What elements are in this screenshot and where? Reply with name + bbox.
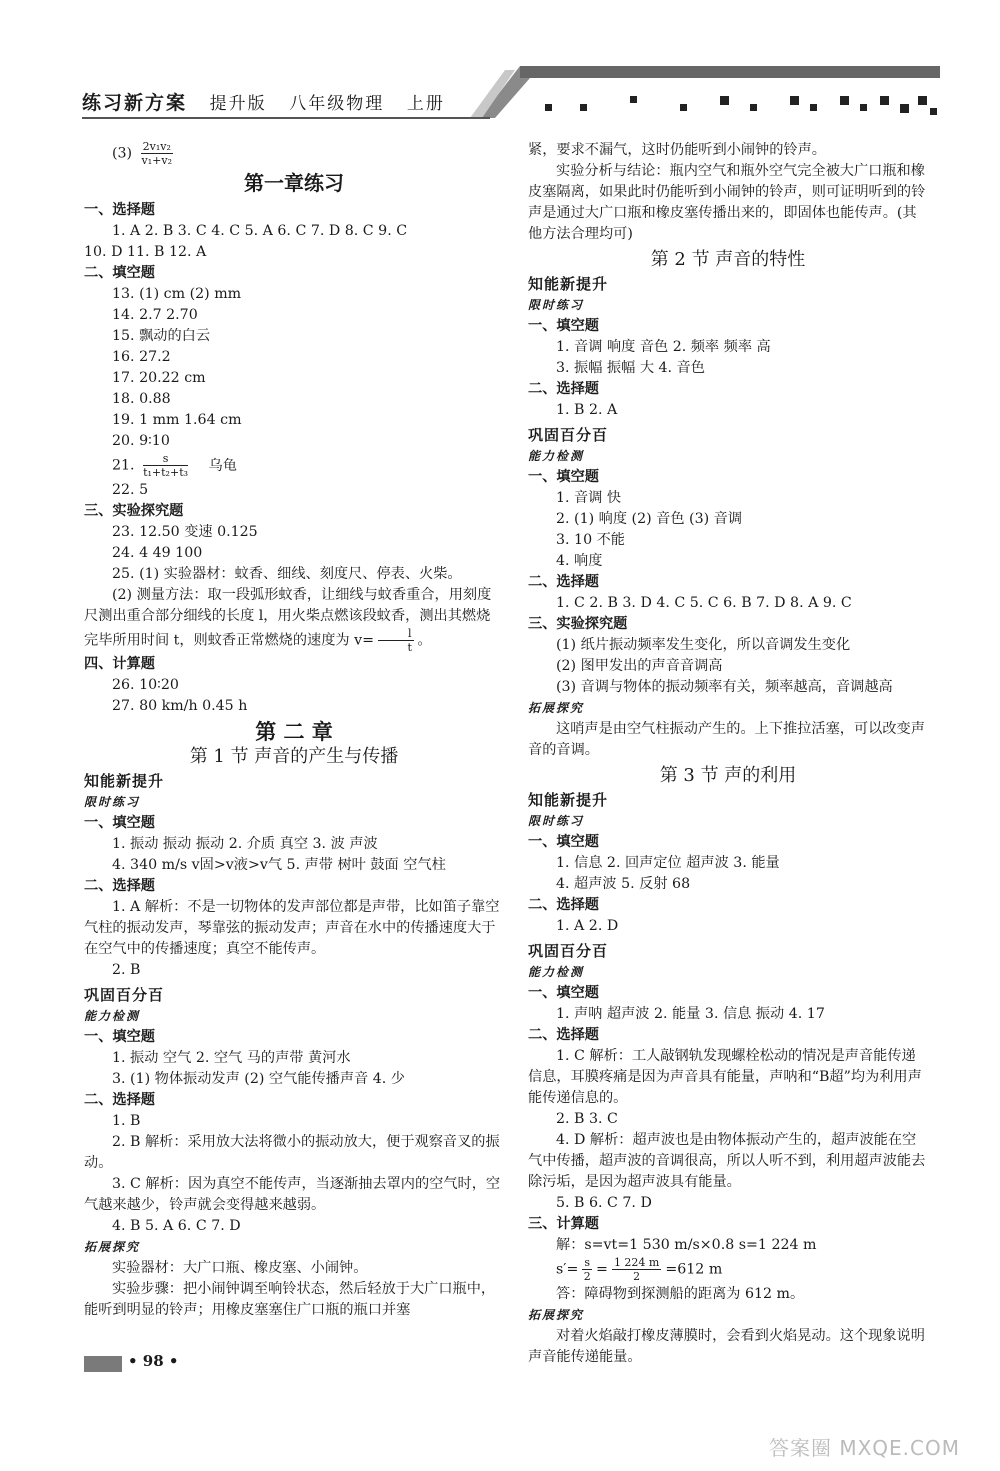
answer-line: 答：障碍物到探测船的距离为 612 m。 (556, 1286, 805, 1302)
answer-line: 1. 声呐 超声波 2. 能量 3. 信息 振动 4. 17 (556, 1006, 825, 1022)
section-heading: 二、填空题 (84, 265, 155, 281)
answer-line: 4. B 5. A 6. C 7. D (112, 1218, 241, 1234)
answer-line: (2) 图甲发出的声音音调高 (556, 658, 723, 674)
section-heading: 三、实验探究题 (528, 616, 628, 632)
answer-line: 13. (1) cm (2) mm (112, 286, 242, 302)
answer-line: 1. 音调 响度 音色 2. 频率 频率 高 (556, 339, 771, 355)
section-heading: 一、选择题 (84, 202, 155, 218)
denominator: 2 (583, 1270, 591, 1283)
answer-paragraph: 实验分析与结论：瓶内空气和瓶外空气完全被大广口瓶和橡皮塞隔离，如果此时仍能听到小闹钟的铃声，则可证明听到的铃声是通过大广口瓶和橡皮塞传播出来的，即固体也能传声。(其他方法合理均可) (528, 163, 926, 242)
edition: 提升版 (209, 94, 267, 114)
answer-paragraph: 实验器材：大广口瓶、橡皮塞、小闹钟。 (112, 1260, 368, 1276)
denominator: 2 (633, 1270, 641, 1283)
watermark: 答案圈 MXQE.COM (768, 1436, 960, 1460)
section1-title: 第 1 节 声音的产生与传播 (189, 746, 399, 767)
chapter1-title: 第一章练习 (244, 171, 344, 195)
answer-line: 2. B 3. C (556, 1111, 618, 1127)
numerator: 1 224 m (613, 1256, 660, 1269)
section-heading: 四、计算题 (84, 656, 155, 672)
tag-heading: 知能新提升 (528, 275, 609, 293)
fraction (582, 1256, 592, 1283)
denominator: t₁+t₂+t₃ (143, 466, 189, 479)
answer-line: 1. 信息 2. 回声定位 超声波 3. 能量 (556, 855, 780, 871)
answer-line: 14. 2.7 2.70 (112, 307, 198, 323)
answer-line: 3. 10 不能 (556, 532, 625, 548)
subtag-heading: 拓展探究 (84, 1240, 141, 1254)
section-heading: 二、选择题 (528, 381, 599, 397)
tag-heading: 巩固百分百 (528, 942, 609, 960)
answer-paragraph: 实验步骤：把小闹钟调至响铃状态，然后轻放于大广口瓶中，能听到明显的铃声；用橡皮塞塞住广口瓶的瓶口并塞 (84, 1281, 496, 1318)
answer-text: 21. (112, 457, 135, 474)
numerator: l (378, 627, 414, 641)
answer-paragraph: 紧，要求不漏气，这时仍能听到小闹钟的铃声。 (528, 142, 826, 158)
fraction (378, 627, 414, 654)
answer-paragraph: 3. C 解析：因为真空不能传声，当逐渐抽去罩内的空气时，空气越来越少，铃声就会变得越来越弱。 (84, 1176, 501, 1213)
answer-line: 解：s=vt=1 530 m/s×0.8 s=1 224 m (556, 1237, 817, 1253)
section-heading: 二、选择题 (528, 1027, 599, 1043)
answer-line: 3. (1) 物体振动发声 (2) 空气能传播声音 4. 少 (112, 1071, 405, 1087)
page-number: • 98 • (128, 1352, 179, 1370)
answer-line: 1. B (112, 1113, 141, 1129)
answer-paragraph: 对着火焰敲打橡皮薄膜时，会看到火焰晃动。这个现象说明声音能传递能量。 (528, 1328, 925, 1365)
subtag-heading: 能力检测 (528, 449, 585, 463)
section-heading: 二、选择题 (528, 897, 599, 913)
answer-paragraph: 1. C 解析：工人敲钢轨发现螺栓松动的情况是声音能传递信息，耳膜疼痛是因为声音具有能量，声呐和“B超”均为利用声能传递信息的。 (528, 1048, 922, 1106)
page-header (0, 0, 1000, 130)
answer-line: 5. B 6. C 7. D (556, 1195, 652, 1211)
answer-line: 20. 9∶10 (112, 433, 170, 449)
answer-line: 25. (1) 实验器材：蚊香、细线、刻度尺、停表、火柴。 (112, 566, 462, 582)
answer-line: 26. 10∶20 (112, 677, 179, 693)
answer-line: 18. 0.88 (112, 391, 171, 407)
answer-line: 19. 1 mm 1.64 cm (112, 412, 242, 428)
answer-line: 2. (1) 响度 (2) 音色 (3) 音调 (556, 511, 743, 527)
section-heading: 二、选择题 (528, 574, 599, 590)
answer-line: 24. 4 49 100 (112, 545, 203, 561)
answer-line (84, 452, 504, 480)
answer-line: 2. B (112, 962, 141, 978)
fraction (612, 1256, 661, 1283)
numerator: 2v₁v₂ (142, 140, 171, 153)
section2-title: 第 2 节 声音的特性 (650, 249, 806, 270)
answer-text: =612 m (665, 1261, 723, 1278)
section-heading: 一、填空题 (528, 985, 599, 1001)
answer-line: 4. 超声波 5. 反射 68 (556, 876, 691, 892)
answer-line: 15. 飘动的白云 (112, 328, 211, 344)
answer-line (84, 140, 504, 167)
answer-text: = (596, 1261, 608, 1278)
section3-title: 第 3 节 声的利用 (659, 765, 797, 786)
answer-line: 1. B 2. A (556, 402, 618, 418)
denominator: v₁+v₂ (141, 154, 172, 167)
left-column (84, 140, 504, 1321)
answer-line: 1. 音调 快 (556, 490, 622, 506)
section-heading: 一、填空题 (528, 318, 599, 334)
section-heading: 一、填空题 (528, 469, 599, 485)
numerator: s (143, 452, 188, 466)
answer-line: 4. 响度 (556, 553, 603, 569)
denominator: t (407, 641, 412, 654)
subtag-heading: 限时练习 (528, 814, 585, 828)
answer-line: 23. 12.50 变速 0.125 (112, 524, 258, 540)
subtag-heading: 限时练习 (84, 795, 141, 809)
section-heading: 二、选择题 (84, 1092, 155, 1108)
fraction (141, 140, 173, 167)
volume: 上册 (406, 94, 445, 114)
answer-paragraph: (2) 测量方法：取一段弧形蚊香，让细线与蚊香重合，用刻度尺测出重合部分细线的长度 l，用火柴点燃该段蚊香，测出其燃烧完毕所用时间 t，则蚊香正常燃烧的速度为 v= $\frac{l}{t}$ 。 (84, 587, 492, 654)
footer-bar (84, 1356, 122, 1372)
answer-line: 10. D 11. B 12. A (84, 244, 207, 260)
answer-paragraph: 4. D 解析：超声波也是由物体振动产生的，超声波能在空气中传播，超声波的音调很高，所以人听不到，利用超声波能去除污垢，是因为超声波具有能量。 (528, 1132, 926, 1190)
numerator: s (584, 1256, 591, 1269)
answer-line: 1. C 2. B 3. D 4. C 5. C 6. B 7. D 8. A 9. C (556, 595, 852, 611)
subtag-heading: 拓展探究 (528, 701, 585, 715)
answer-line: 1. A 2. D (556, 918, 619, 934)
right-column (528, 140, 928, 1368)
tag-heading: 巩固百分百 (528, 426, 609, 444)
subtag-heading: 限时练习 (528, 298, 585, 312)
subtag-heading: 能力检测 (528, 965, 585, 979)
answer-paragraph: 4. 340 m/s v固>v液>v气 5. 声带 树叶 鼓面 空气柱 (112, 857, 446, 873)
answer-text: (3) (112, 145, 133, 162)
answer-line: 1. 振动 空气 2. 空气 马的声带 黄河水 (112, 1050, 351, 1066)
tag-heading: 知能新提升 (84, 772, 165, 790)
answer-line: 27. 80 km/h 0.45 h (112, 698, 248, 714)
fraction (143, 452, 188, 479)
answer-text: s′= (556, 1261, 579, 1278)
answer-line: (3) 音调与物体的振动频率有关，频率越高，音调越高 (556, 679, 893, 695)
section-heading: 二、选择题 (84, 878, 155, 894)
answer-line: 1. A 2. B 3. C 4. C 5. A 6. C 7. D 8. C 9. C (112, 223, 408, 239)
answer-text: 乌龟 (208, 457, 237, 474)
answer-line: 3. 振幅 振幅 大 4. 音色 (556, 360, 705, 376)
answer-line: 17. 20.22 cm (112, 370, 206, 386)
answer-text: (2) 测量方法：取一段弧形蚊香，让细线与蚊香重合，用刻度尺测出重合部分细线的长度 l，用火柴点燃该段蚊香，测出其燃烧完毕所用时间 t，则蚊香正常燃烧的速度为 v= (84, 587, 492, 649)
subtag-heading: 能力检测 (84, 1009, 141, 1023)
section-heading: 三、计算题 (528, 1216, 599, 1232)
section-heading: 一、填空题 (84, 1029, 155, 1045)
grade-subject: 八年级物理 (289, 94, 385, 114)
subtag-heading: 拓展探究 (528, 1308, 585, 1322)
section-heading: 一、填空题 (528, 834, 599, 850)
answer-line: (1) 纸片振动频率发生变化，所以音调发生变化 (556, 637, 851, 653)
answer-paragraph: 这哨声是由空气柱振动产生的。上下推拉活塞，可以改变声音的音调。 (528, 721, 925, 758)
tag-heading: 知能新提升 (528, 791, 609, 809)
header-title (82, 88, 459, 115)
answer-line: 16. 27.2 (112, 349, 171, 365)
answer-paragraph: 2. B 解析：采用放大法将微小的振动放大，便于观察音叉的振动。 (84, 1134, 500, 1171)
answer-line: 1. 振动 振动 振动 2. 介质 真空 3. 波 声波 (112, 836, 378, 852)
book-title: 练习新方案 (82, 92, 188, 114)
tag-heading: 巩固百分百 (84, 986, 165, 1004)
answer-paragraph: 1. A 解析：不是一切物体的发声部位都是声带，比如笛子靠空气柱的振动发声，琴靠弦的振动发声；声音在水中的传播速度大于在空气中的传播速度；真空不能传声。 (84, 899, 500, 957)
chapter2-title: 第 二 章 (255, 719, 333, 744)
answer-line: 22. 5 (112, 482, 149, 498)
section-heading: 三、实验探究题 (84, 503, 184, 519)
section-heading: 一、填空题 (84, 815, 155, 831)
answer-line (528, 1256, 928, 1284)
